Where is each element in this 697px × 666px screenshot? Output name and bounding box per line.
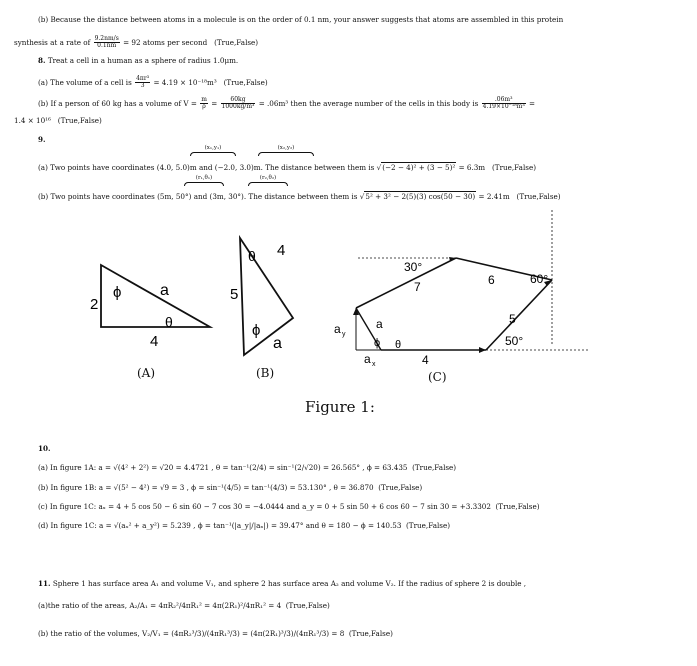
p9b-true-false: (True,False) [516, 192, 561, 201]
p7b-rate-fraction: $\frac{9.2nm/s}{0.1nm}$ [94, 35, 119, 50]
p8a-volume-fraction: $\frac{\text{4πr³}}{3}$ [136, 75, 150, 90]
p10-number: 10. [38, 444, 51, 453]
figure-title: Figure 1: [305, 398, 375, 416]
p8b: (b) If a person of 60 kg has a volume of V = $\frac{m}{\rho}$ = $\frac{60kg}{\text{1000kg/m³}}$ = .06m³ then the average number of the cells in this body is $\frac{\text{.06m³}}{\text{4.19×10⁻¹⁸m³}}$ = [38, 96, 536, 111]
p11a: (a)the ratio of the areas, A₂/A₁ = 4πR₂²/4πR₁² = 4π(2R₁)²/4πR₁² = 4 (True,False) [38, 601, 330, 610]
fig-c-seg-6: 6 [488, 273, 495, 287]
fig-b-right-label: 4 [277, 242, 286, 259]
p11-intro: 11. Sphere 1 has surface area A₁ and volume V₁, and sphere 2 has surface area A₂ and volume V₂. If the radius of sphere 2 is double , [38, 579, 527, 588]
p9-number: 9. [38, 135, 46, 144]
fig-c-ax-sub: x [372, 361, 376, 368]
fig-a-bottom-label: 4 [150, 333, 159, 350]
p8-intro: 8. Treat a cell in a human as a sphere of radius 1.0μm. [38, 56, 239, 65]
fig-c-seg-5: 5 [509, 312, 516, 326]
fig-b-theta: θ [248, 248, 256, 264]
p7b-line1: (b) Because the distance between atoms in a molecule is on the order of 0.1 nm, your answer suggests that atoms are assembled in this protein [38, 15, 564, 24]
fig-c-ay: a [334, 322, 341, 336]
p9a-true-false: (True,False) [491, 163, 537, 172]
p10c: (c) In figure 1C: aₓ = 4 + 5 cos 50 − 6 sin 60 − 7 cos 30 = −4.0444 and a_y = 0 + 5 sin 50 + 6 cos 60 − 7 sin 30 = +3.3302 (True,False) [38, 502, 540, 511]
p10c-true-false: (True,False) [495, 502, 540, 511]
fig-b-side-a: a [273, 335, 282, 352]
p9a: (a) Two points have coordinates (4.0, 5.0)m and (−2.0, 3.0)m. The distance between them is √(−2 − 4)² + (3 − 5)² = 6.3m (True,False) [38, 163, 537, 172]
fig-b-left-label: 5 [230, 286, 239, 303]
fig-a-phi: ϕ [113, 284, 122, 301]
p9b-p1-label: (r₁,θ₁) [184, 175, 224, 186]
fig-c-caption: (C) [428, 370, 447, 384]
p9b-p2-label: (r₂,θ₂) [248, 175, 288, 186]
p10a-true-false: (True,False) [412, 463, 457, 472]
fig-c-seg-4: 4 [422, 353, 429, 367]
fig-a-side-a: a [160, 282, 169, 299]
p11a-true-false: (True,False) [285, 601, 330, 610]
fig-b-phi: ϕ [252, 322, 261, 339]
p8a-true-false: (True,False) [223, 77, 268, 87]
p9a-p2-label: (x₂,y₂) [258, 145, 314, 156]
fig-c-angle-60: 60° [530, 272, 549, 286]
figure-b-triangle [230, 238, 293, 355]
p7b-true-false: (True,False) [214, 37, 259, 47]
figure-a-triangle [90, 265, 210, 350]
p9b: (b) Two points have coordinates (5m, 50°) and (3m, 30°). The distance between them is √5² + 3² − 2(5)(3) cos(50 − 30) = 2.41m (True,False) [38, 192, 561, 201]
p10a: (a) In figure 1A: a = √(4² + 2²) = √20 = 4.4721 , θ = tan⁻¹(2/4) = sin⁻¹(2/√20) = 26.565° , ϕ = 63.435 (True,False) [38, 463, 457, 472]
fig-c-theta: θ [395, 339, 402, 351]
fig-c-ay-sub: y [342, 331, 346, 338]
fig-c-side-a: a [376, 317, 383, 331]
p8b-line2: 1.4 × 10¹⁶ (True,False) [14, 116, 102, 125]
fig-c-phi: ϕ [374, 337, 381, 349]
p10b-true-false: (True,False) [378, 483, 423, 492]
fig-b-caption: (B) [256, 366, 275, 380]
p8b-true-false: (True,False) [57, 116, 102, 125]
fig-a-caption: (A) [137, 366, 156, 380]
p11b: (b) the ratio of the volumes, V₂/V₁ = (4πR₂³/3)/(4πR₁³/3) = (4π(2R₁)³/3)/(4πR₁³/3) = 8 (True,False) [38, 629, 393, 638]
fig-c-seg-7: 7 [414, 280, 421, 294]
fig-c-angle-30: 30° [404, 260, 423, 274]
fig-a-left-label: 2 [90, 296, 99, 313]
fig-a-theta: θ [165, 314, 173, 330]
figure-c-polygon [353, 210, 590, 353]
p11b-true-false: (True,False) [348, 629, 393, 638]
p10d: (d) In figure 1C: a = √(aₓ² + a_y²) = 5.239 , ϕ = tan⁻¹(|a_y|/|aₓ|) = 39.47° and θ = 180 − ϕ = 140.53 (True,False) [38, 521, 451, 530]
p10d-true-false: (True,False) [406, 521, 451, 530]
fig-c-ax: a [364, 352, 371, 366]
figure-1 [0, 205, 697, 395]
p8a: (a) The volume of a cell is $\frac{\text{4πr³}}{3}$ = 4.19 × 10⁻¹⁸m³ (True,False) [38, 75, 268, 90]
p9a-p1-label: (x₁,y₁) [190, 145, 236, 156]
fig-c-angle-50: 50° [505, 334, 524, 348]
p7b-line2: synthesis at a rate of $\frac{9.2nm/s}{0.1nm}$ = 92 atoms per second (True,False) [14, 35, 259, 50]
p10b: (b) In figure 1B: a = √(5² − 4²) = √9 = 3 , ϕ = sin⁻¹(4/5) = tan⁻¹(4/3) = 53.130° , θ = 36.870 (True,False) [38, 483, 423, 492]
